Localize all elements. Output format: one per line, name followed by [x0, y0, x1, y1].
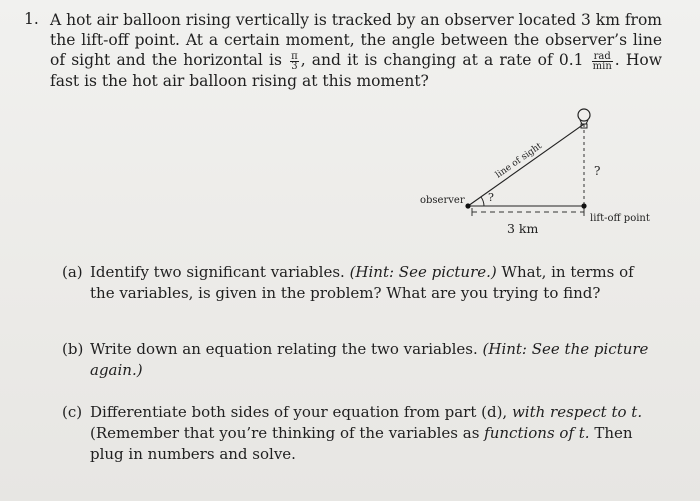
- distance-label: 3 km: [507, 221, 539, 236]
- rate-unit-fraction: $\frac{\text{rad}}{\min}$: [592, 50, 612, 72]
- liftoff-label: lift-off point: [590, 213, 650, 224]
- observer-label: observer: [420, 195, 465, 206]
- part-a-label: (a): [62, 263, 83, 281]
- line-of-sight: [468, 124, 584, 206]
- balloon-diagram: [400, 105, 690, 245]
- line-of-sight-label: line of sight: [493, 141, 544, 181]
- part-a: [62, 262, 662, 304]
- liftoff-point: [581, 203, 586, 208]
- problem-number: 1.: [24, 10, 39, 28]
- part-b: [62, 339, 662, 381]
- part-a-text: Identify two significant variables. (Hint: See picture.) What, in terms of the variables, is given in the problem? What are you trying to find?: [90, 263, 634, 302]
- problem-text-1: A hot air balloon rising vertically is tracked by an observer located 3 km from the lift-off point. At a certain moment, the angle between the observer’s line of sight and the horizontal is: [50, 11, 663, 69]
- observer-point: [465, 203, 470, 208]
- angle-unknown-label: ?: [488, 191, 494, 204]
- problem-statement: [50, 10, 662, 91]
- height-unknown-label: ?: [594, 164, 601, 178]
- angle-arc: [481, 197, 484, 206]
- part-b-text: Write down an equation relating the two variables. (Hint: See the picture again.): [90, 340, 649, 379]
- part-c-label: (c): [62, 403, 83, 421]
- part-c-text: Differentiate both sides of your equation from part (d), with respect to t. (Remember that you’re thinking of the variables as functions of t. Then plug in numbers and solve.: [90, 403, 643, 463]
- part-b-hint: (Hint: See the picture again.): [90, 340, 649, 379]
- angle-fraction: $\frac{\pi}{3}$: [291, 50, 298, 72]
- part-c: [62, 402, 662, 465]
- problem-text-3: . How fast is the hot air balloon rising at this moment?: [50, 51, 662, 90]
- part-b-label: (b): [62, 340, 84, 358]
- problem-text-2: , and it is changing at a rate of 0.1: [300, 51, 590, 69]
- part-a-hint: (Hint: See picture.): [349, 263, 497, 281]
